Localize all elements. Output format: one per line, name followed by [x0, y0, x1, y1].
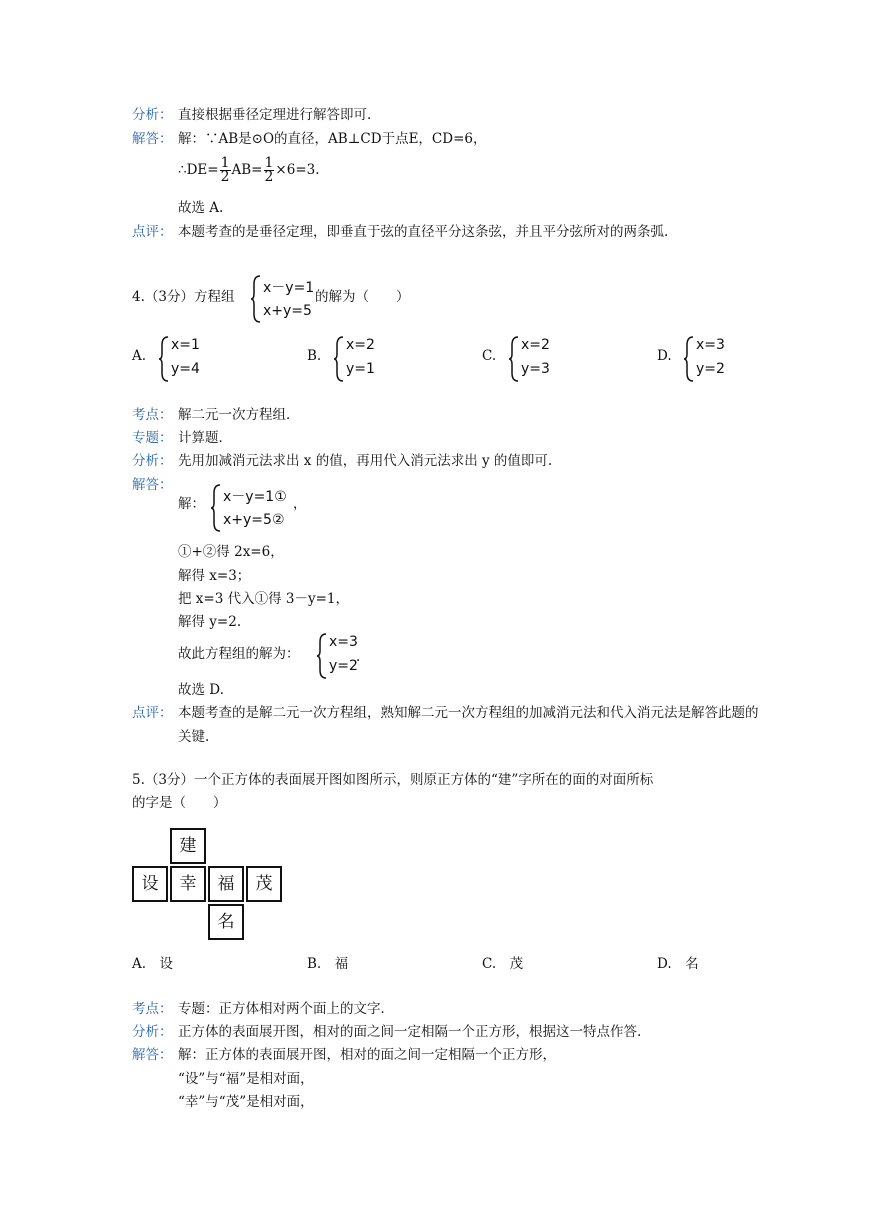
net-cell-center: 幸: [170, 866, 206, 902]
option-letter: A.: [132, 348, 147, 364]
answer-label: 解答：: [132, 131, 173, 147]
q5-analysis: 正方体的表面展开图，相对的面之间一定相隔一个正方形，根据这一特点作答.: [178, 1024, 642, 1040]
cube-net-figure: [132, 828, 284, 940]
q5-answer-line1: 解：正方体的表面展开图，相对的面之间一定相隔一个正方形，: [178, 1047, 556, 1063]
q4-sol-eq2: x+y=5②: [223, 512, 285, 528]
q4-step-1: ①+②得 2x=6，: [178, 544, 284, 560]
net-cell-left: 设: [132, 866, 168, 902]
q3-ab-mid: AB=: [231, 162, 263, 178]
q3-analysis-text: 直接根据垂径定理进行解答即可.: [178, 107, 372, 123]
kaodian-label: 考点：: [132, 1001, 173, 1017]
q4-step-3: 把 x=3 代入①得 3－y=1，: [178, 591, 350, 607]
half-fraction: $\frac{1}{2}$: [264, 155, 274, 185]
comment-label: 点评：: [132, 224, 173, 240]
option-eq1: x=2: [521, 337, 550, 353]
q4-comment-line2: 关键.: [178, 729, 210, 745]
brace-icon: [333, 335, 345, 383]
q4-final-system: [316, 632, 376, 680]
net-cell-top: 建: [170, 828, 206, 864]
q4-stem-suffix: 的解为（ ）: [315, 289, 410, 305]
q5-stem-line1: 5.（3分）一个正方体的表面展开图如图所示，则原正方体的“建”字所在的面的对面所标: [132, 772, 654, 788]
option-letter: D.: [657, 348, 672, 364]
q4-option-b[interactable]: [307, 335, 397, 383]
net-cell-right2: 茂: [246, 866, 282, 902]
q5-option-d[interactable]: D. 名: [657, 956, 699, 972]
q4-sol-system: [210, 483, 300, 533]
q4-eq1: x－y=1: [263, 280, 315, 296]
q3-comment: 本题考查的是垂径定理，即垂直于弦的直径平分这条弦，并且平分弦所对的两条弧.: [178, 224, 669, 240]
brace-icon: [210, 483, 222, 533]
q4-step-4: 解得 y=2.: [178, 614, 242, 630]
q4-zhuanti: 计算题．: [178, 430, 232, 446]
q4-comment-line1: 本题考查的是解二元一次方程组，熟知解二元一次方程组的加减消元法和代入消元法是解答此题的: [178, 705, 759, 721]
q3-choose: 故选 A.: [178, 200, 224, 216]
q4-sol-comma: ，: [293, 496, 307, 512]
q5-answer-line3: “幸”与“茂”是相对面，: [178, 1094, 314, 1110]
answer-label: 解答：: [132, 1047, 173, 1063]
q5-kaodian: 专题：正方体相对两个面上的文字．: [178, 1001, 394, 1017]
q5-answer-line2: “设”与“福”是相对面，: [178, 1071, 314, 1087]
q5-option-c[interactable]: C. 茂: [482, 956, 524, 972]
q4-final-dot: .: [356, 649, 361, 665]
q4-equation-system: [250, 274, 320, 324]
analysis-label: 分析：: [132, 107, 173, 123]
comment-label: 点评：: [132, 705, 173, 721]
q3-answer-line2: [178, 155, 320, 185]
q3-answer-line1: 解：∵AB是⊙O的直径，AB⊥CD于点E，CD=6，: [178, 131, 487, 147]
option-eq1: x=2: [346, 337, 375, 353]
analysis-label: 分析：: [132, 453, 173, 469]
q4-analysis: 先用加减消元法求出 x 的值，再用代入消元法求出 y 的值即可.: [178, 453, 553, 469]
q4-option-c[interactable]: [482, 335, 572, 383]
brace-icon: [316, 632, 328, 680]
option-letter: B.: [307, 348, 322, 364]
option-eq2: y=3: [521, 361, 550, 377]
kaodian-label: 考点：: [132, 407, 173, 423]
net-cell-right1: 福: [208, 866, 244, 902]
q4-final-prefix: 故此方程组的解为：: [178, 646, 300, 662]
option-eq2: y=1: [346, 361, 375, 377]
option-eq1: x=1: [171, 337, 200, 353]
answer-label: 解答：: [132, 477, 173, 493]
q5-option-b[interactable]: B. 福: [307, 956, 349, 972]
zhuanti-label: 专题：: [132, 430, 173, 446]
option-eq2: y=2: [696, 361, 725, 377]
brace-icon: [683, 335, 695, 383]
q4-sol-prefix: 解：: [178, 496, 205, 512]
q4-sol-eq1: x－y=1①: [223, 489, 287, 505]
q4-step-2: 解得 x=3；: [178, 568, 251, 584]
brace-icon: [508, 335, 520, 383]
q5-stem-line2: 的字是（ ）: [132, 795, 227, 811]
option-eq1: x=3: [696, 337, 725, 353]
q3-de-prefix: ∴DE=: [178, 162, 219, 178]
brace-icon: [250, 274, 262, 324]
half-fraction: $\frac{1}{2}$: [220, 155, 230, 185]
q4-final-eq2: y=2: [329, 658, 358, 674]
analysis-label: 分析：: [132, 1024, 173, 1040]
q4-choose: 故选 D.: [178, 682, 224, 698]
option-eq2: y=4: [171, 361, 200, 377]
q4-option-d[interactable]: [657, 335, 747, 383]
q3-result: ×6=3.: [275, 162, 320, 178]
q4-stem-prefix: 4.（3分）方程组: [132, 289, 235, 305]
q5-option-a[interactable]: A. 设: [132, 956, 174, 972]
brace-icon: [158, 335, 170, 383]
net-cell-bottom: 名: [208, 904, 244, 940]
q4-option-a[interactable]: [132, 335, 222, 383]
q4-eq2: x+y=5: [263, 303, 312, 319]
q4-final-eq1: x=3: [329, 634, 358, 650]
q4-kaodian: 解二元一次方程组．: [178, 407, 300, 423]
option-letter: C.: [482, 348, 497, 364]
